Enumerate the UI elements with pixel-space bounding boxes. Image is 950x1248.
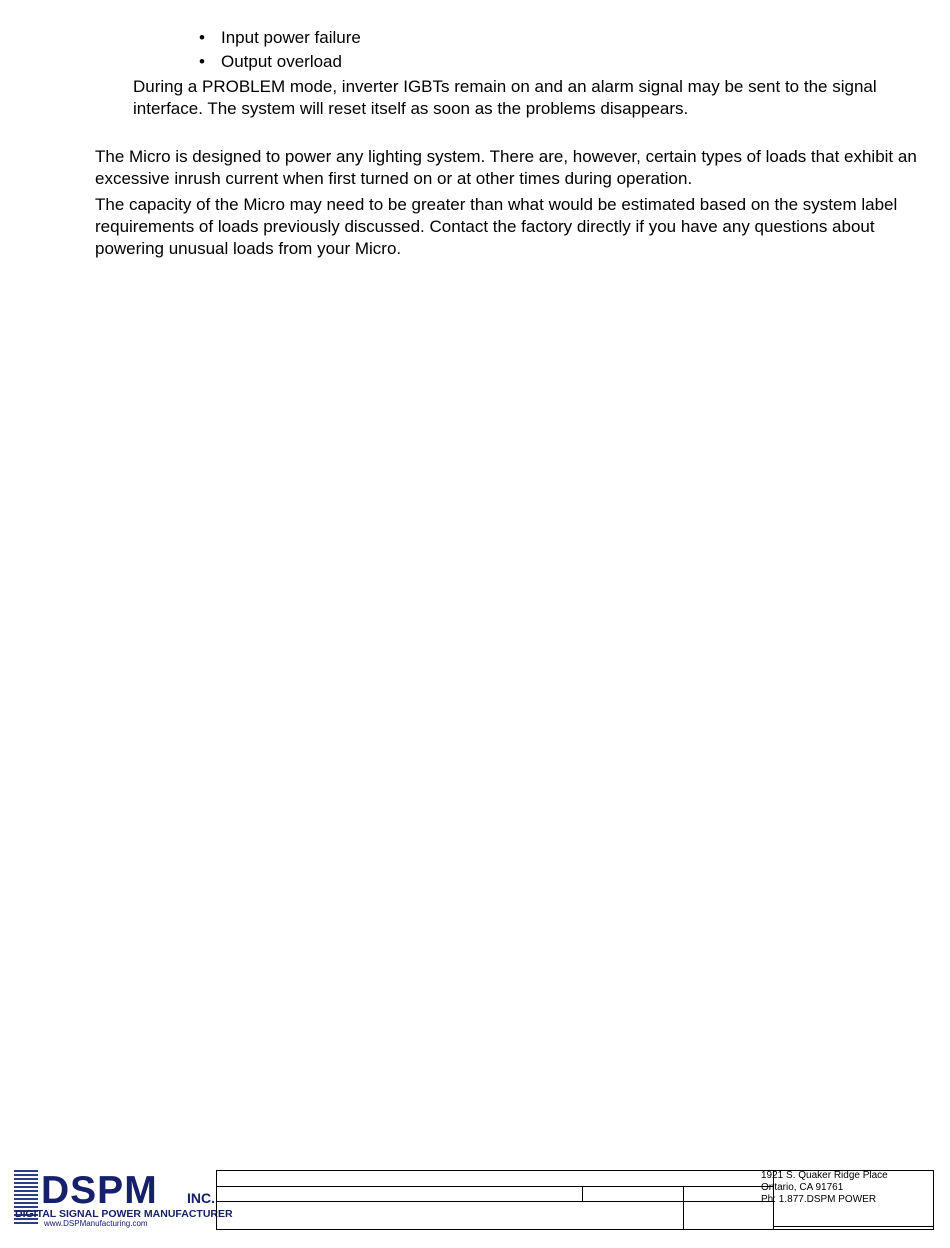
paragraph-micro-design: The Micro is designed to power any lighting system. There are, however, certain types of loads that exhibit an excessive inrush current when first turned on or at other times during operation. — [95, 147, 917, 188]
address-line-phone: Ph: 1.877.DSPM POWER — [761, 1194, 877, 1205]
address-line-street: 1921 S. Quaker Ridge Place — [761, 1170, 888, 1181]
paragraph-capacity: The capacity of the Micro may need to be greater than what would be estimated based on the system label requirements of loads previously discussed. Contact the factory directly if you have any questions about powering unusual loads from your Micro. — [95, 195, 898, 258]
bullet-item-output-overload: • Output overload — [197, 50, 361, 74]
logo-wordmark: DSPM — [41, 1169, 158, 1212]
company-address — [761, 1170, 888, 1206]
logo-url: www.DSPManufacturing.com — [44, 1219, 148, 1228]
paragraph-problem-mode: During a PROBLEM mode, inverter IGBTs remain on and an alarm signal may be sent to the signal interface. The system will reset itself as soon as the problems disappears. — [133, 77, 877, 118]
company-logo — [14, 1168, 233, 1230]
logo-subtitle: DIGITAL SIGNAL POWER MANUFACTURER — [15, 1208, 233, 1220]
bullet-list — [197, 26, 361, 74]
logo-inc: INC. — [187, 1190, 215, 1206]
bullet-item-input-power-failure: • Input power failure — [197, 26, 361, 50]
address-line-city: Ontario, CA 91761 — [761, 1182, 844, 1193]
